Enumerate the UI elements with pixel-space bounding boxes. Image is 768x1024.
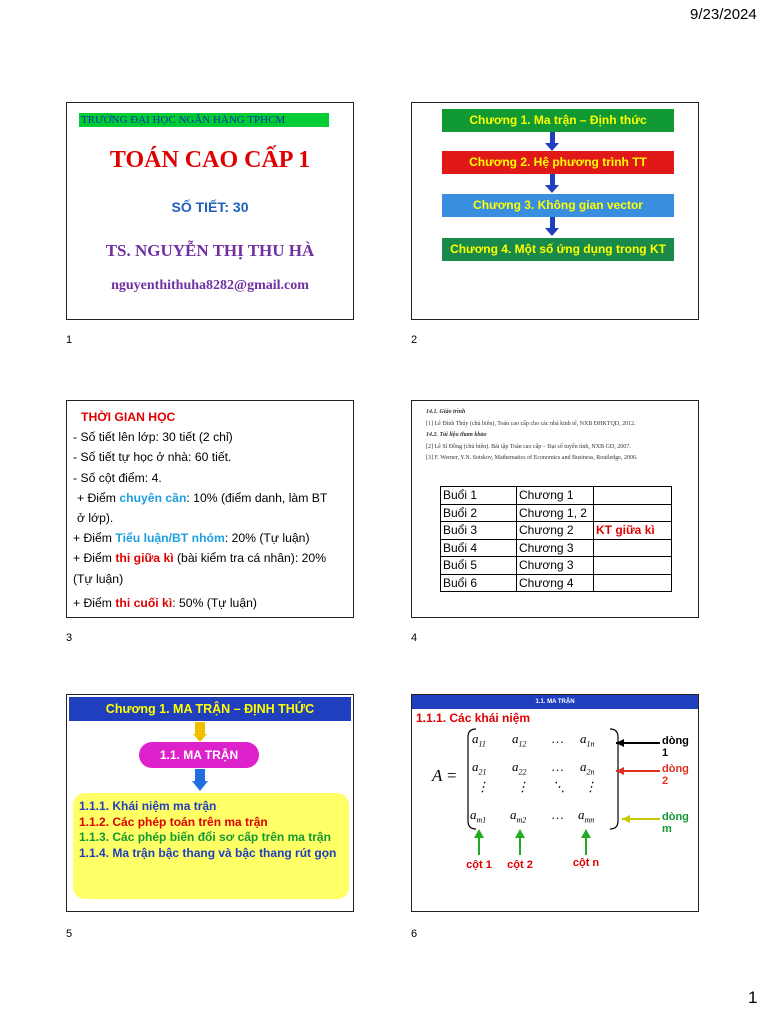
table-row <box>441 487 672 505</box>
course-periods: SỐ TIẾT: 30 <box>171 199 249 215</box>
reference-item: [3] F. Werner, Y.N. Sotskov, Mathematics of Economics and Business, Routledge, 2006. <box>426 455 638 461</box>
slide-2 <box>411 102 699 320</box>
reference-heading: 14.2. Tài liệu tham khảo <box>426 432 487 438</box>
matrix-entry: … <box>552 759 564 774</box>
row-2-label: dòng 2 <box>662 763 689 787</box>
matrix-entry: $a_{m2}$ <box>510 807 527 825</box>
slide-subtitle: 1.1.1. Các khái niệm <box>416 711 531 725</box>
self-study-hours: - Số tiết tự học ở nhà: 60 tiết. <box>73 450 232 465</box>
chapter-2-box: Chương 2. Hệ phương trình TT <box>442 151 674 174</box>
arrow-down-icon <box>545 228 559 236</box>
matrix-entry: $a_{mn}$ <box>578 807 595 825</box>
subsection-item: 1.1.4. Ma trận bậc thang và bậc thang rút gọn <box>79 845 337 860</box>
matrix-entry: ⋮ <box>516 779 529 794</box>
table-cell: Chương 2 <box>517 522 594 540</box>
slide-4 <box>411 400 699 618</box>
table-cell: Buổi 6 <box>441 574 517 592</box>
slide-number: 5 <box>66 928 73 940</box>
slide-number: 6 <box>411 928 418 940</box>
matrix-entry: $a_{22}$ <box>512 759 527 777</box>
table-cell: KT giữa kì <box>594 522 672 540</box>
slide-3 <box>66 400 354 618</box>
table-row <box>441 522 672 540</box>
section-pill: 1.1. MA TRẬN <box>139 742 259 768</box>
subsection-list <box>73 793 349 899</box>
class-hours: - Số tiết lên lớp: 30 tiết (2 chỉ) <box>73 430 233 445</box>
table-cell <box>594 504 672 522</box>
chapter-4-box: Chương 4. Một số ứng dụng trong KT <box>442 238 674 261</box>
matrix-entry: $a_{2n}$ <box>580 759 595 777</box>
matrix-diagram <box>412 695 699 912</box>
table-row <box>441 504 672 522</box>
arrow-down-icon <box>193 734 207 742</box>
table-cell: Buổi 4 <box>441 539 517 557</box>
table-cell: Chương 4 <box>517 574 594 592</box>
column-1-label: cột 1 <box>466 859 492 871</box>
row-1-label: dòng 1 <box>662 735 689 759</box>
table-cell <box>594 557 672 575</box>
study-time-title: THỜI GIAN HỌC <box>81 410 176 424</box>
matrix-entry: … <box>552 731 564 746</box>
page-number: 1 <box>748 988 758 1007</box>
slide-number: 1 <box>66 334 73 346</box>
schedule-table <box>440 486 672 592</box>
matrix-entry: ⋮ <box>476 779 489 794</box>
matrix-entry: … <box>552 807 564 822</box>
matrix-entry: ⋱ <box>552 779 565 794</box>
subsection-item: 1.1.2. Các phép toán trên ma trận <box>79 814 268 829</box>
table-row <box>441 539 672 557</box>
grade-midterm: + Điểm thi giữa kì (bài kiểm tra cá nhân): 20% (Tự luận) <box>73 551 327 586</box>
arrow-down-icon <box>545 143 559 151</box>
reference-item: [2] Lê Sĩ Đồng (chủ biên). Bài tập Toán cao cấp – Đại số tuyến tính, NXB GD, 2007. <box>426 443 631 450</box>
table-cell: Chương 3 <box>517 539 594 557</box>
column-2-label: cột 2 <box>507 859 533 871</box>
column-n-label: cột n <box>572 857 600 869</box>
subsection-item: 1.1.3. Các phép biến đổi sơ cấp trên ma trận <box>79 830 331 844</box>
chapter-3-box: Chương 3. Không gian vector <box>442 194 674 217</box>
matrix-entry: $a_{1n}$ <box>580 731 595 749</box>
matrix-entry: $a_{11}$ <box>472 731 486 749</box>
reference-heading: 14.1. Giáo trình <box>426 409 466 415</box>
chapter-1-box: Chương 1. Ma trận – Định thức <box>442 109 674 132</box>
grade-group-work: + Điểm Tiểu luận/BT nhóm: 20% (Tự luận) <box>73 531 310 546</box>
slide-number: 3 <box>66 632 73 644</box>
matrix-entry: $a_{21}$ <box>472 759 487 777</box>
slide-5 <box>66 694 354 912</box>
arrow-down-icon <box>192 781 208 791</box>
table-cell <box>594 539 672 557</box>
grade-final: + Điểm thi cuối kì: 50% (Tự luận) <box>73 595 257 610</box>
matrix-entry: $a_{12}$ <box>512 731 527 749</box>
matrix-entry: $a_{m1}$ <box>470 807 487 825</box>
table-cell: Chương 3 <box>517 557 594 575</box>
matrix-entry: ⋮ <box>584 779 597 794</box>
reference-item: [1] Lê Đình Thúy (chủ biên), Toán cao cấp cho các nhà kinh tế, NXB ĐHKTQD, 2012. <box>426 420 636 427</box>
grade-columns: - Số cột điểm: 4. <box>73 470 162 485</box>
arrow-down-icon <box>545 185 559 193</box>
table-cell: Buổi 3 <box>441 522 517 540</box>
school-name: TRƯỜNG ĐẠI HỌC NGÂN HÀNG TPHCM <box>79 113 329 127</box>
slide-6 <box>411 694 699 912</box>
table-row <box>441 557 672 575</box>
slide-number: 4 <box>411 632 418 644</box>
table-cell: Buổi 2 <box>441 504 517 522</box>
table-cell: Chương 1 <box>517 487 594 505</box>
course-title: TOÁN CAO CẤP 1 <box>109 147 311 173</box>
table-cell <box>594 487 672 505</box>
svg-text:A: A <box>432 766 443 785</box>
slide-header: 1.1. MA TRẬN <box>412 695 698 709</box>
row-m-label: dòng m <box>662 811 689 835</box>
slide-number: 2 <box>411 334 418 346</box>
grade-attendance: + Điểm chuyên cần: 10% (điểm danh, làm BT ở lớp). <box>77 490 328 526</box>
author-email: nguyenthithuha8282@gmail.com <box>111 278 309 293</box>
table-row <box>441 574 672 592</box>
svg-text:=: = <box>447 766 457 785</box>
document-date: 9/23/2024 <box>690 6 757 23</box>
table-cell: Buổi 5 <box>441 557 517 575</box>
chapter-header: Chương 1. MA TRẬN – ĐỊNH THỨC <box>69 697 351 721</box>
slide-1 <box>66 102 354 320</box>
table-cell <box>594 574 672 592</box>
table-cell: Buổi 1 <box>441 487 517 505</box>
table-cell: Chương 1, 2 <box>517 504 594 522</box>
subsection-item: 1.1.1. Khái niệm ma trận <box>79 799 217 813</box>
author-name: TS. NGUYỄN THỊ THU HÀ <box>105 241 315 260</box>
